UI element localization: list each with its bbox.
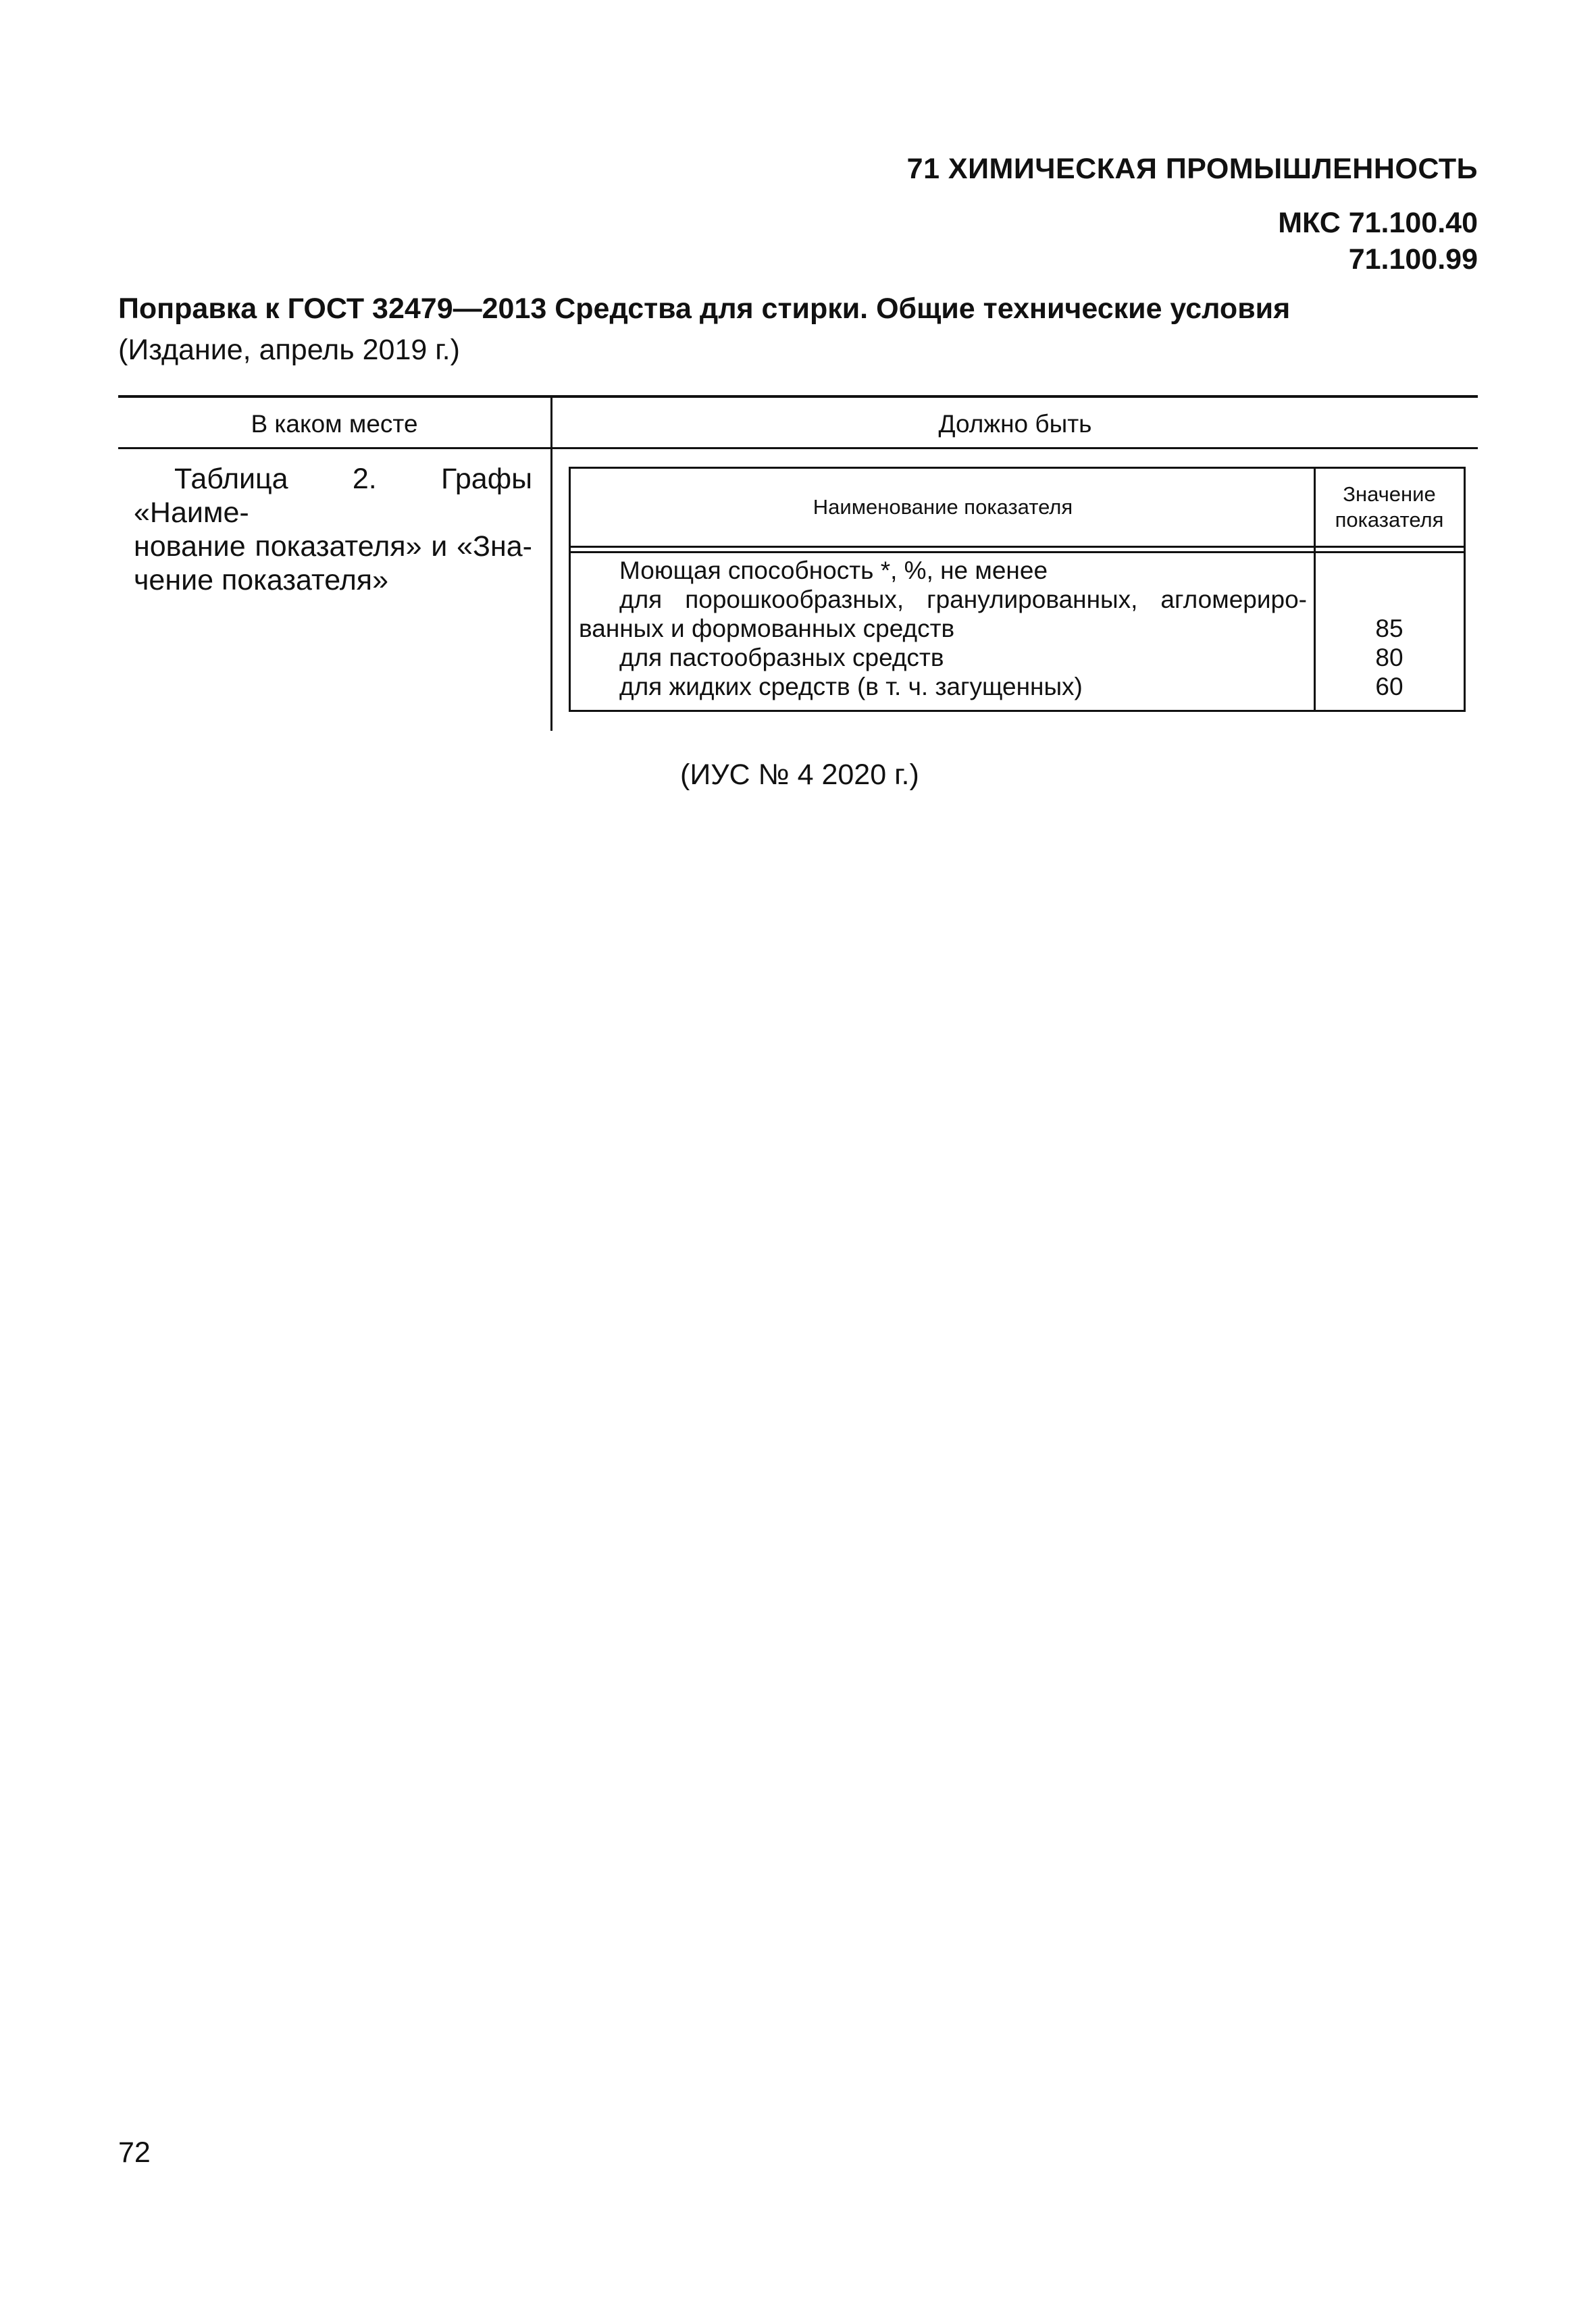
page-number: 72	[118, 2136, 151, 2169]
table-row: Моющая способность *, %, не менее	[619, 557, 1048, 584]
where-line-1: Таблица 2. Графы «Наиме-	[134, 463, 532, 529]
table-top-rule	[118, 395, 1478, 398]
inner-header-rule-1	[571, 546, 1464, 548]
table-row-value: 85	[1375, 615, 1404, 642]
inner-header-value-line-1: Значение	[1343, 482, 1436, 506]
inner-indicator-table	[569, 467, 1466, 712]
mks-codes	[1278, 205, 1478, 278]
table-row: ванных и формованных средств	[579, 615, 955, 642]
amendment-edition: (Издание, апрель 2019 г.)	[118, 334, 460, 366]
where-line-3: чение показателя»	[134, 564, 389, 596]
table-row: для жидких средств (в т. ч. загущенных)	[619, 673, 1083, 700]
table-row-value: 60	[1375, 673, 1404, 700]
where-description	[134, 462, 532, 597]
amendment-title: Поправка к ГОСТ 32479—2013 Средства для стирки. Общие технические условия	[118, 292, 1291, 325]
table-row: для пастообразных средств	[619, 644, 944, 671]
source-note: (ИУС № 4 2020 г.)	[680, 759, 919, 791]
column-header-should-be: Должно быть	[938, 410, 1092, 438]
mks-code-1: МКС 71.100.40	[1278, 207, 1478, 239]
mks-code-2: 71.100.99	[1348, 243, 1478, 276]
table-row: для порошкообразных, гранулированных, агломериро-	[619, 586, 1307, 613]
table-column-divider	[550, 395, 552, 731]
where-line-2: нование показателя» и «Зна-	[134, 530, 532, 563]
inner-header-name: Наименование показателя	[813, 495, 1073, 519]
table-row-value: 80	[1375, 644, 1404, 671]
inner-header-value-line-2: показателя	[1335, 508, 1444, 532]
table-header-rule	[118, 447, 1478, 449]
section-heading: 71 ХИМИЧЕСКАЯ ПРОМЫШЛЕННОСТЬ	[906, 153, 1478, 185]
column-header-where: В каком месте	[251, 410, 418, 438]
inner-header-value	[1315, 469, 1464, 546]
inner-header-rule-2	[571, 551, 1464, 553]
